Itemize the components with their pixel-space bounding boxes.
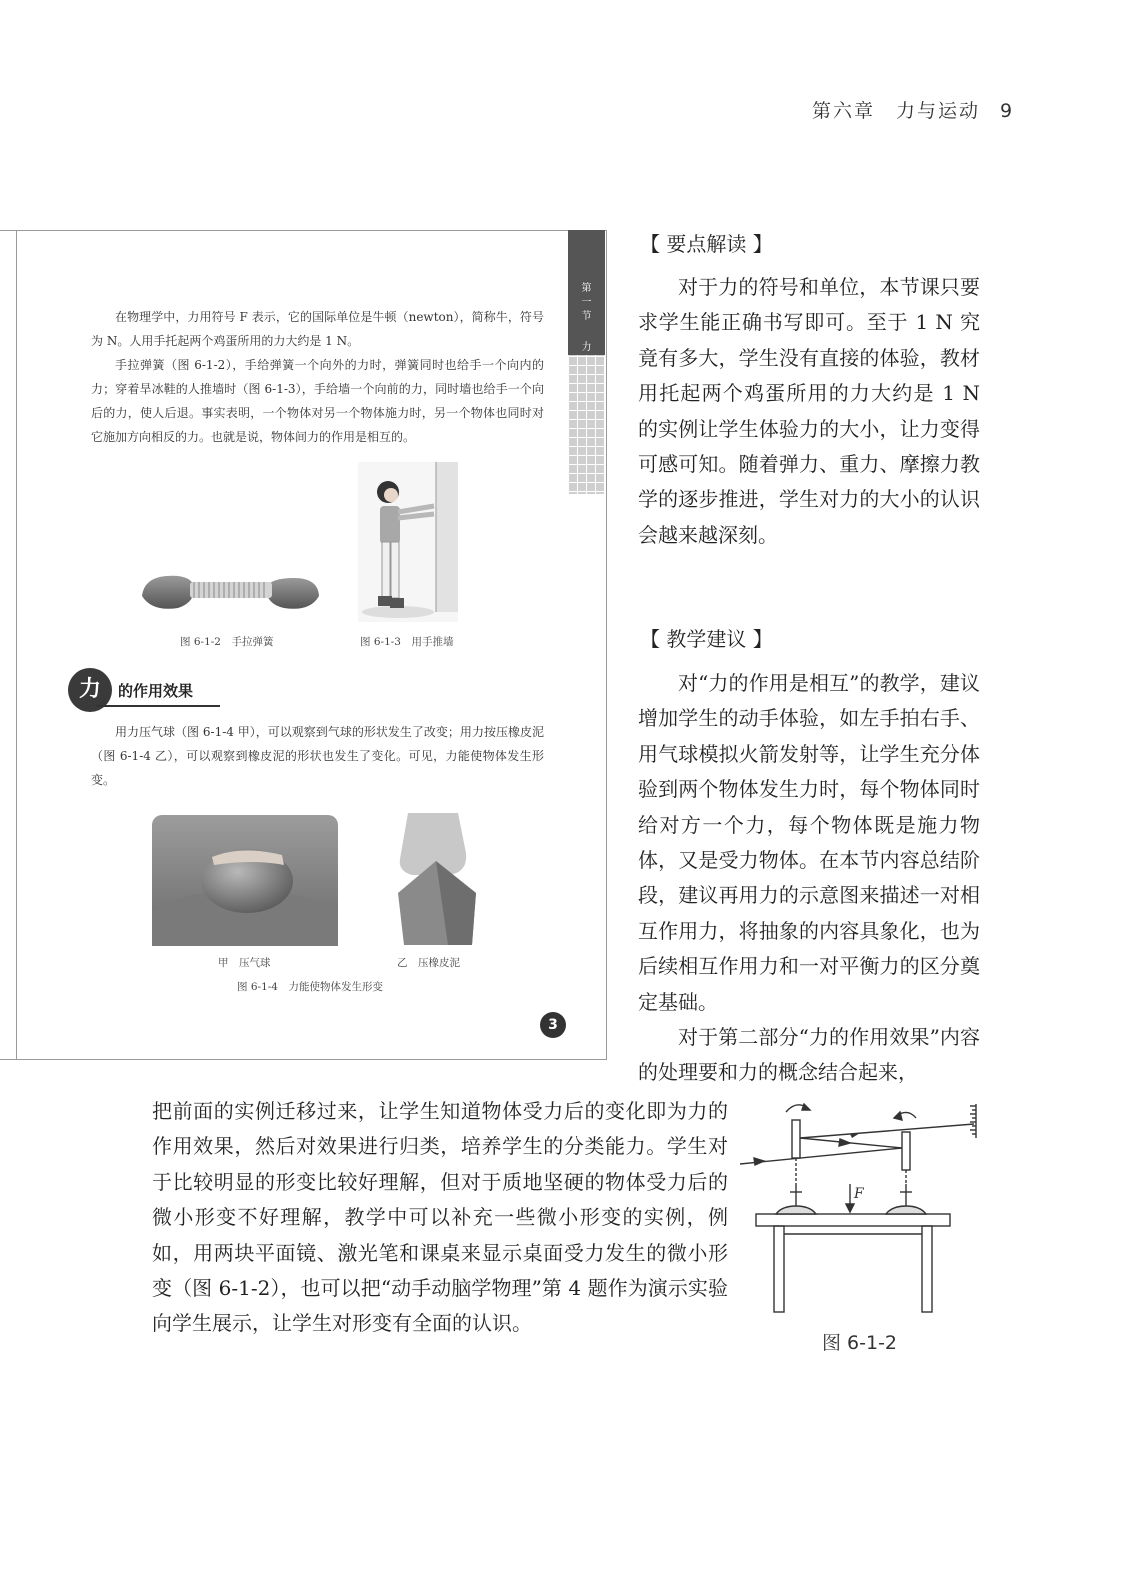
section-underline [96,705,220,707]
frame-inner-line [16,230,17,1060]
heading-key-points: 【 要点解读 】 [640,232,773,256]
page-number: 9 [1000,100,1015,122]
heading-teaching-tips: 【 教学建议 】 [640,627,773,651]
section-tab-topic: 力 [581,342,592,353]
fig-spring-caption: 图 6-1-2 手拉弹簧 [180,636,274,648]
textbook-page-badge: 3 [540,1012,566,1038]
spring-figure [138,566,323,616]
teaching-tips-text [638,666,980,1091]
section-tab [568,230,605,355]
textbook-para-1: 在物理学中，力用符号 F 表示，它的国际单位是牛顿（newton），简称牛，符号为 N。人用手托起两个鸡蛋所用的力大约是 1 N。 [91,310,544,348]
diagram-caption: 图 6-1-2 [822,1332,898,1354]
running-header [812,96,1014,123]
teaching-tips-para-1: 对“力的作用是相互”的教学，建议增加学生的动手体验，如左手拍右手、用气球模拟火箭发射等，让学生充分体验到两个物体发生力时，每个物体同时给对方一个力，每个物体既是施力物体，又是受力物体。在本节内容总结阶段，建议再用力的示意图来描述一对相互作用力，将抽象的内容具象化，也为后续相互作用力和一对平衡力的区分奠定基础。 [638,671,980,1014]
section-tab-label: 第 一 节 [581,283,592,322]
section-heading: 的作用效果 [118,682,194,700]
balloon-photo [152,815,338,946]
bottom-para: 把前面的实例迁移过来，让学生知道物体受力后的变化即为力的作用效果，然后对效果进行归类，培养学生的分类能力。学生对于比较明显的形变比较好理解，但对于质地坚硬的物体受力后的微小形变不好理解，教学中可以补充一些微小形变的实例，例如，用两块平面镜、激光笔和课桌来显示桌面受力发生的微小形变（图 6-1-2），也可以把“动手动脑学物理”第 4 题作为演示实验向学生展示，让学生对形变有全面的认识。 [152,1099,728,1336]
textbook-intro [91,305,544,449]
textbook-para-3: 用力压气球（图 6-1-4 甲），可以观察到气球的形状发生了改变；用力按压橡皮泥（图 6-1-4 乙），可以观察到橡皮泥的形状也发生了变化。可见，力能使物体发生形变。 [91,725,544,787]
force-label: F [854,1186,864,1202]
fig-wall-caption: 图 6-1-3 用手推墙 [360,636,454,648]
section-badge: 力 [68,668,112,712]
teaching-tips-para-2: 对于第二部分“力的作用效果”内容的处理要和力的概念结合起来， [638,1025,980,1085]
fig-deformation-caption: 图 6-1-4 力能使物体发生形变 [237,981,383,993]
textbook-para-2: 手拉弹簧（图 6-1-2），手给弹簧一个向外的力时，弹簧同时也给手一个向内的力；穿着旱冰鞋的人推墙时（图 6-1-3），手给墙一个向前的力，同时墙也给手一个向后的力，使人后退。事实表明，一个物体对另一个物体施力时，另一个物体也同时对它施加方向相反的力。也就是说，物体间力的作用是相互的。 [91,358,544,444]
chapter-title: 第六章 力与运动 [812,100,981,122]
fig-balloon-caption: 甲 压气球 [218,957,271,969]
key-points-text [638,270,980,553]
bottom-text [152,1094,728,1342]
key-points-para: 对于力的符号和单位，本节课只要求学生能正确书写即可。至于 1 N 究竟有多大，学生没有直接的体验，教材用托起两个鸡蛋所用的力大约是 1 N 的实例让学生体验力的大小，让力变得可感可知。随着弹力、重力、摩擦力教学的逐步推进，学生对力的大小的认识会越来越深刻。 [638,275,980,547]
clay-photo [388,813,483,947]
textbook-effects-text [91,720,544,792]
fig-clay-caption: 乙 压橡皮泥 [397,957,460,969]
desk-deformation-diagram [740,1098,980,1318]
push-wall-figure [358,462,458,622]
